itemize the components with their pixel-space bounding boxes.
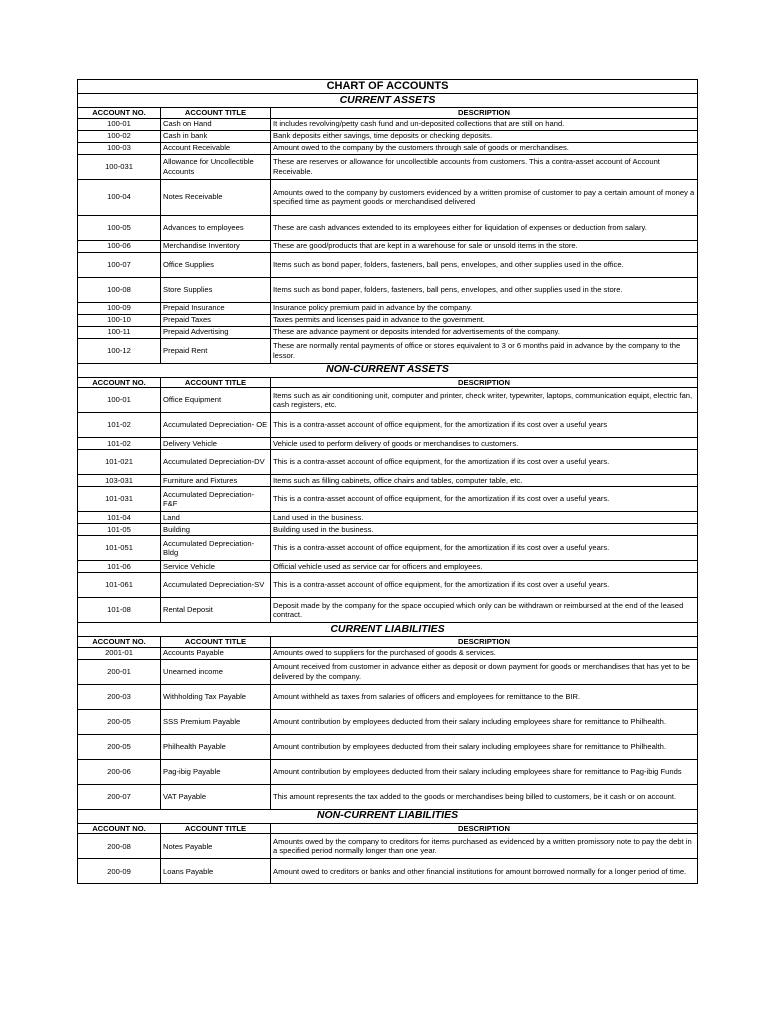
description-cell: Amounts owed to the company by customers evidenced by a written promise of customer to pay a certain amount of money a specified time as payment goods or merchandised delivered xyxy=(271,179,698,215)
table-row xyxy=(78,659,698,684)
account-no-cell: 101-051 xyxy=(78,536,161,561)
account-no-cell: 101-05 xyxy=(78,524,161,536)
account-no-cell: 101-061 xyxy=(78,573,161,598)
table-row xyxy=(78,834,698,859)
account-no-cell: 100-02 xyxy=(78,130,161,142)
description-cell: Items such as filling cabinets, office chairs and tables, computer table, etc. xyxy=(271,475,698,487)
table-row xyxy=(78,573,698,598)
chart-of-accounts-table xyxy=(77,79,698,884)
description-cell: These are cash advances extended to its employees either for liquidation of expenses or deduction from salary. xyxy=(271,215,698,240)
column-header-account-title: ACCOUNT TITLE xyxy=(161,637,271,648)
description-cell: Land used in the business. xyxy=(271,512,698,524)
column-header-account-no: ACCOUNT NO. xyxy=(78,108,161,119)
table-row xyxy=(78,326,698,338)
column-header-account-no: ACCOUNT NO. xyxy=(78,637,161,648)
account-title-cell: Land xyxy=(161,512,271,524)
account-title-cell: Service Vehicle xyxy=(161,561,271,573)
table-row xyxy=(78,302,698,314)
account-no-cell: 200-05 xyxy=(78,734,161,759)
account-no-cell: 100-07 xyxy=(78,252,161,277)
account-no-cell: 101-021 xyxy=(78,450,161,475)
account-no-cell: 200-05 xyxy=(78,709,161,734)
table-row xyxy=(78,709,698,734)
table-row xyxy=(78,450,698,475)
description-cell: Vehicle used to perform delivery of goods or merchandises to customers. xyxy=(271,438,698,450)
account-no-cell: 101-02 xyxy=(78,438,161,450)
account-title-cell: Loans Payable xyxy=(161,859,271,884)
table-row xyxy=(78,154,698,179)
account-title-cell: Cash on Hand xyxy=(161,118,271,130)
description-cell: Items such as air conditioning unit, computer and printer, check writer, typewriter, laptops, communication equipt, electric fan, cash registers, etc. xyxy=(271,388,698,413)
table-row xyxy=(78,252,698,277)
column-header-row xyxy=(78,637,698,648)
account-title-cell: Cash in bank xyxy=(161,130,271,142)
description-cell: Amounts owed to suppliers for the purchased of goods & services. xyxy=(271,647,698,659)
description-cell: It includes revolving/petty cash fund and un-deposited collections that are still on hand. xyxy=(271,118,698,130)
table-row xyxy=(78,240,698,252)
account-title-cell: Accumulated Depreciation-Bldg xyxy=(161,536,271,561)
account-no-cell: 200-07 xyxy=(78,784,161,809)
description-cell: This amount represents the tax added to the goods or merchandises being billed to customers, be it cash or on account. xyxy=(271,784,698,809)
table-row xyxy=(78,142,698,154)
account-no-cell: 101-06 xyxy=(78,561,161,573)
description-cell: Building used in the business. xyxy=(271,524,698,536)
account-title-cell: Pag-ibig Payable xyxy=(161,759,271,784)
section-title-row xyxy=(78,94,698,108)
account-no-cell: 200-03 xyxy=(78,684,161,709)
account-title-cell: Office Supplies xyxy=(161,252,271,277)
account-title-cell: Prepaid Advertising xyxy=(161,326,271,338)
account-no-cell: 200-08 xyxy=(78,834,161,859)
table-row xyxy=(78,130,698,142)
account-no-cell: 100-06 xyxy=(78,240,161,252)
account-no-cell: 100-10 xyxy=(78,314,161,326)
description-cell: Amount received from customer in advance either as deposit or down payment for goods or merchandises that has yet to be delivered by the company. xyxy=(271,659,698,684)
description-cell: Amount withheld as taxes from salaries of officers and employees for remittance to the BIR. xyxy=(271,684,698,709)
account-no-cell: 101-031 xyxy=(78,487,161,512)
account-title-cell: VAT Payable xyxy=(161,784,271,809)
account-no-cell: 100-04 xyxy=(78,179,161,215)
section-title: NON-CURRENT LIABILITIES xyxy=(78,809,698,823)
description-cell: This is a contra-asset account of office equipment, for the amortization if its cost over a useful years. xyxy=(271,487,698,512)
table-row xyxy=(78,598,698,623)
table-row xyxy=(78,512,698,524)
account-no-cell: 100-01 xyxy=(78,118,161,130)
description-cell: Amount owed to creditors or banks and other financial institutions for amount borrowed normally for a longer period of time. xyxy=(271,859,698,884)
description-cell: This is a contra-asset account of office equipment, for the amortization if its cost over a useful years. xyxy=(271,450,698,475)
account-title-cell: Accounts Payable xyxy=(161,647,271,659)
description-cell: Amount owed to the company by the customers through sale of goods or merchandises. xyxy=(271,142,698,154)
description-cell: These are reserves or allowance for uncollectible accounts from customers. This a contra-asset account of Account Receivable. xyxy=(271,154,698,179)
table-row xyxy=(78,215,698,240)
account-title-cell: Notes Payable xyxy=(161,834,271,859)
account-title-cell: Accumulated Depreciation- OE xyxy=(161,413,271,438)
table-row xyxy=(78,118,698,130)
description-cell: These are normally rental payments of office or stores equivalent to 3 or 6 months paid in advance by the company to the lessor. xyxy=(271,338,698,363)
column-header-account-no: ACCOUNT NO. xyxy=(78,823,161,834)
column-header-account-title: ACCOUNT TITLE xyxy=(161,823,271,834)
account-no-cell: 100-08 xyxy=(78,277,161,302)
account-no-cell: 100-09 xyxy=(78,302,161,314)
description-cell: Items such as bond paper, folders, fasteners, ball pens, envelopes, and other supplies used in the office. xyxy=(271,252,698,277)
account-title-cell: Office Equipment xyxy=(161,388,271,413)
account-title-cell: Merchandise Inventory xyxy=(161,240,271,252)
description-cell: Taxes permits and licenses paid in advance to the government. xyxy=(271,314,698,326)
table-row xyxy=(78,524,698,536)
table-row xyxy=(78,338,698,363)
account-no-cell: 101-08 xyxy=(78,598,161,623)
table-row xyxy=(78,561,698,573)
description-cell: Bank deposits either savings, time deposits or checking deposits. xyxy=(271,130,698,142)
account-title-cell: Accumulated Depreciation-DV xyxy=(161,450,271,475)
description-cell: Items such as bond paper, folders, fasteners, ball pens, envelopes, and other supplies used in the store. xyxy=(271,277,698,302)
description-cell: These are good/products that are kept in a warehouse for sale or unsold items in the store. xyxy=(271,240,698,252)
table-row xyxy=(78,759,698,784)
table-row xyxy=(78,438,698,450)
account-no-cell: 200-06 xyxy=(78,759,161,784)
account-title-cell: Delivery Vehicle xyxy=(161,438,271,450)
account-no-cell: 100-05 xyxy=(78,215,161,240)
column-header-row xyxy=(78,377,698,388)
account-title-cell: Notes Receivable xyxy=(161,179,271,215)
section-title: CURRENT ASSETS xyxy=(78,94,698,108)
account-title-cell: SSS Premium Payable xyxy=(161,709,271,734)
account-no-cell: 100-031 xyxy=(78,154,161,179)
account-no-cell: 200-01 xyxy=(78,659,161,684)
table-row xyxy=(78,734,698,759)
column-header-row xyxy=(78,823,698,834)
account-title-cell: Philhealth Payable xyxy=(161,734,271,759)
table-row xyxy=(78,647,698,659)
account-title-cell: Accumulated Depreciation-F&F xyxy=(161,487,271,512)
description-cell: Amount contribution by employees deducted from their salary including employees share for remittance to Pag-ibig Funds xyxy=(271,759,698,784)
description-cell: Deposit made by the company for the space occupied which only can be withdrawn or reimbursed at the end of the leased contract. xyxy=(271,598,698,623)
account-no-cell: 101-02 xyxy=(78,413,161,438)
description-cell: These are advance payment or deposits intended for advertisements of the company. xyxy=(271,326,698,338)
description-cell: Amounts owed by the company to creditors for items purchased as evidenced by a written promissory note to pay the debt in a specified period normally longer than one year. xyxy=(271,834,698,859)
column-header-description: DESCRIPTION xyxy=(271,377,698,388)
table-row xyxy=(78,277,698,302)
section-title: NON-CURRENT ASSETS xyxy=(78,363,698,377)
account-no-cell: 100-11 xyxy=(78,326,161,338)
description-cell: This is a contra-asset account of office equipment, for the amortization if its cost over a useful years xyxy=(271,413,698,438)
description-cell: This is a contra-asset account of office equipment, for the amortization if its cost over a useful years. xyxy=(271,536,698,561)
table-row xyxy=(78,413,698,438)
account-title-cell: Prepaid Taxes xyxy=(161,314,271,326)
account-title-cell: Building xyxy=(161,524,271,536)
table-row xyxy=(78,314,698,326)
section-title-row xyxy=(78,623,698,637)
account-title-cell: Store Supplies xyxy=(161,277,271,302)
account-no-cell: 101-04 xyxy=(78,512,161,524)
description-cell: This is a contra-asset account of office equipment, for the amortization if its cost over a useful years. xyxy=(271,573,698,598)
table-row xyxy=(78,684,698,709)
account-title-cell: Furniture and Fixtures xyxy=(161,475,271,487)
table-row xyxy=(78,784,698,809)
table-row xyxy=(78,487,698,512)
table-row xyxy=(78,536,698,561)
table-row xyxy=(78,179,698,215)
section-title-row xyxy=(78,363,698,377)
account-title-cell: Account Receivable xyxy=(161,142,271,154)
column-header-row xyxy=(78,108,698,119)
account-title-cell: Allowance for Uncollectible Accounts xyxy=(161,154,271,179)
account-title-cell: Rental Deposit xyxy=(161,598,271,623)
table-row xyxy=(78,475,698,487)
table-row xyxy=(78,388,698,413)
column-header-description: DESCRIPTION xyxy=(271,108,698,119)
account-title-cell: Prepaid Rent xyxy=(161,338,271,363)
account-title-cell: Accumulated Depreciation-SV xyxy=(161,573,271,598)
column-header-account-title: ACCOUNT TITLE xyxy=(161,108,271,119)
account-no-cell: 200-09 xyxy=(78,859,161,884)
account-no-cell: 100-03 xyxy=(78,142,161,154)
description-cell: Insurance policy premium paid in advance by the company. xyxy=(271,302,698,314)
page-title: CHART OF ACCOUNTS xyxy=(78,80,698,94)
description-cell: Official vehicle used as service car for officers and employees. xyxy=(271,561,698,573)
section-title-row xyxy=(78,809,698,823)
description-cell: Amount contribution by employees deducted from their salary including employees share for remittance to Philhealth. xyxy=(271,734,698,759)
column-header-description: DESCRIPTION xyxy=(271,637,698,648)
section-title: CURRENT LIABILITIES xyxy=(78,623,698,637)
account-title-cell: Unearned income xyxy=(161,659,271,684)
account-no-cell: 100-12 xyxy=(78,338,161,363)
account-title-cell: Withholding Tax Payable xyxy=(161,684,271,709)
account-title-cell: Prepaid Insurance xyxy=(161,302,271,314)
column-header-account-no: ACCOUNT NO. xyxy=(78,377,161,388)
column-header-account-title: ACCOUNT TITLE xyxy=(161,377,271,388)
account-title-cell: Advances to employees xyxy=(161,215,271,240)
column-header-description: DESCRIPTION xyxy=(271,823,698,834)
description-cell: Amount contribution by employees deducted from their salary including employees share for remittance to Philhealth. xyxy=(271,709,698,734)
account-no-cell: 103-031 xyxy=(78,475,161,487)
account-no-cell: 100-01 xyxy=(78,388,161,413)
table-row xyxy=(78,859,698,884)
account-no-cell: 2001-01 xyxy=(78,647,161,659)
